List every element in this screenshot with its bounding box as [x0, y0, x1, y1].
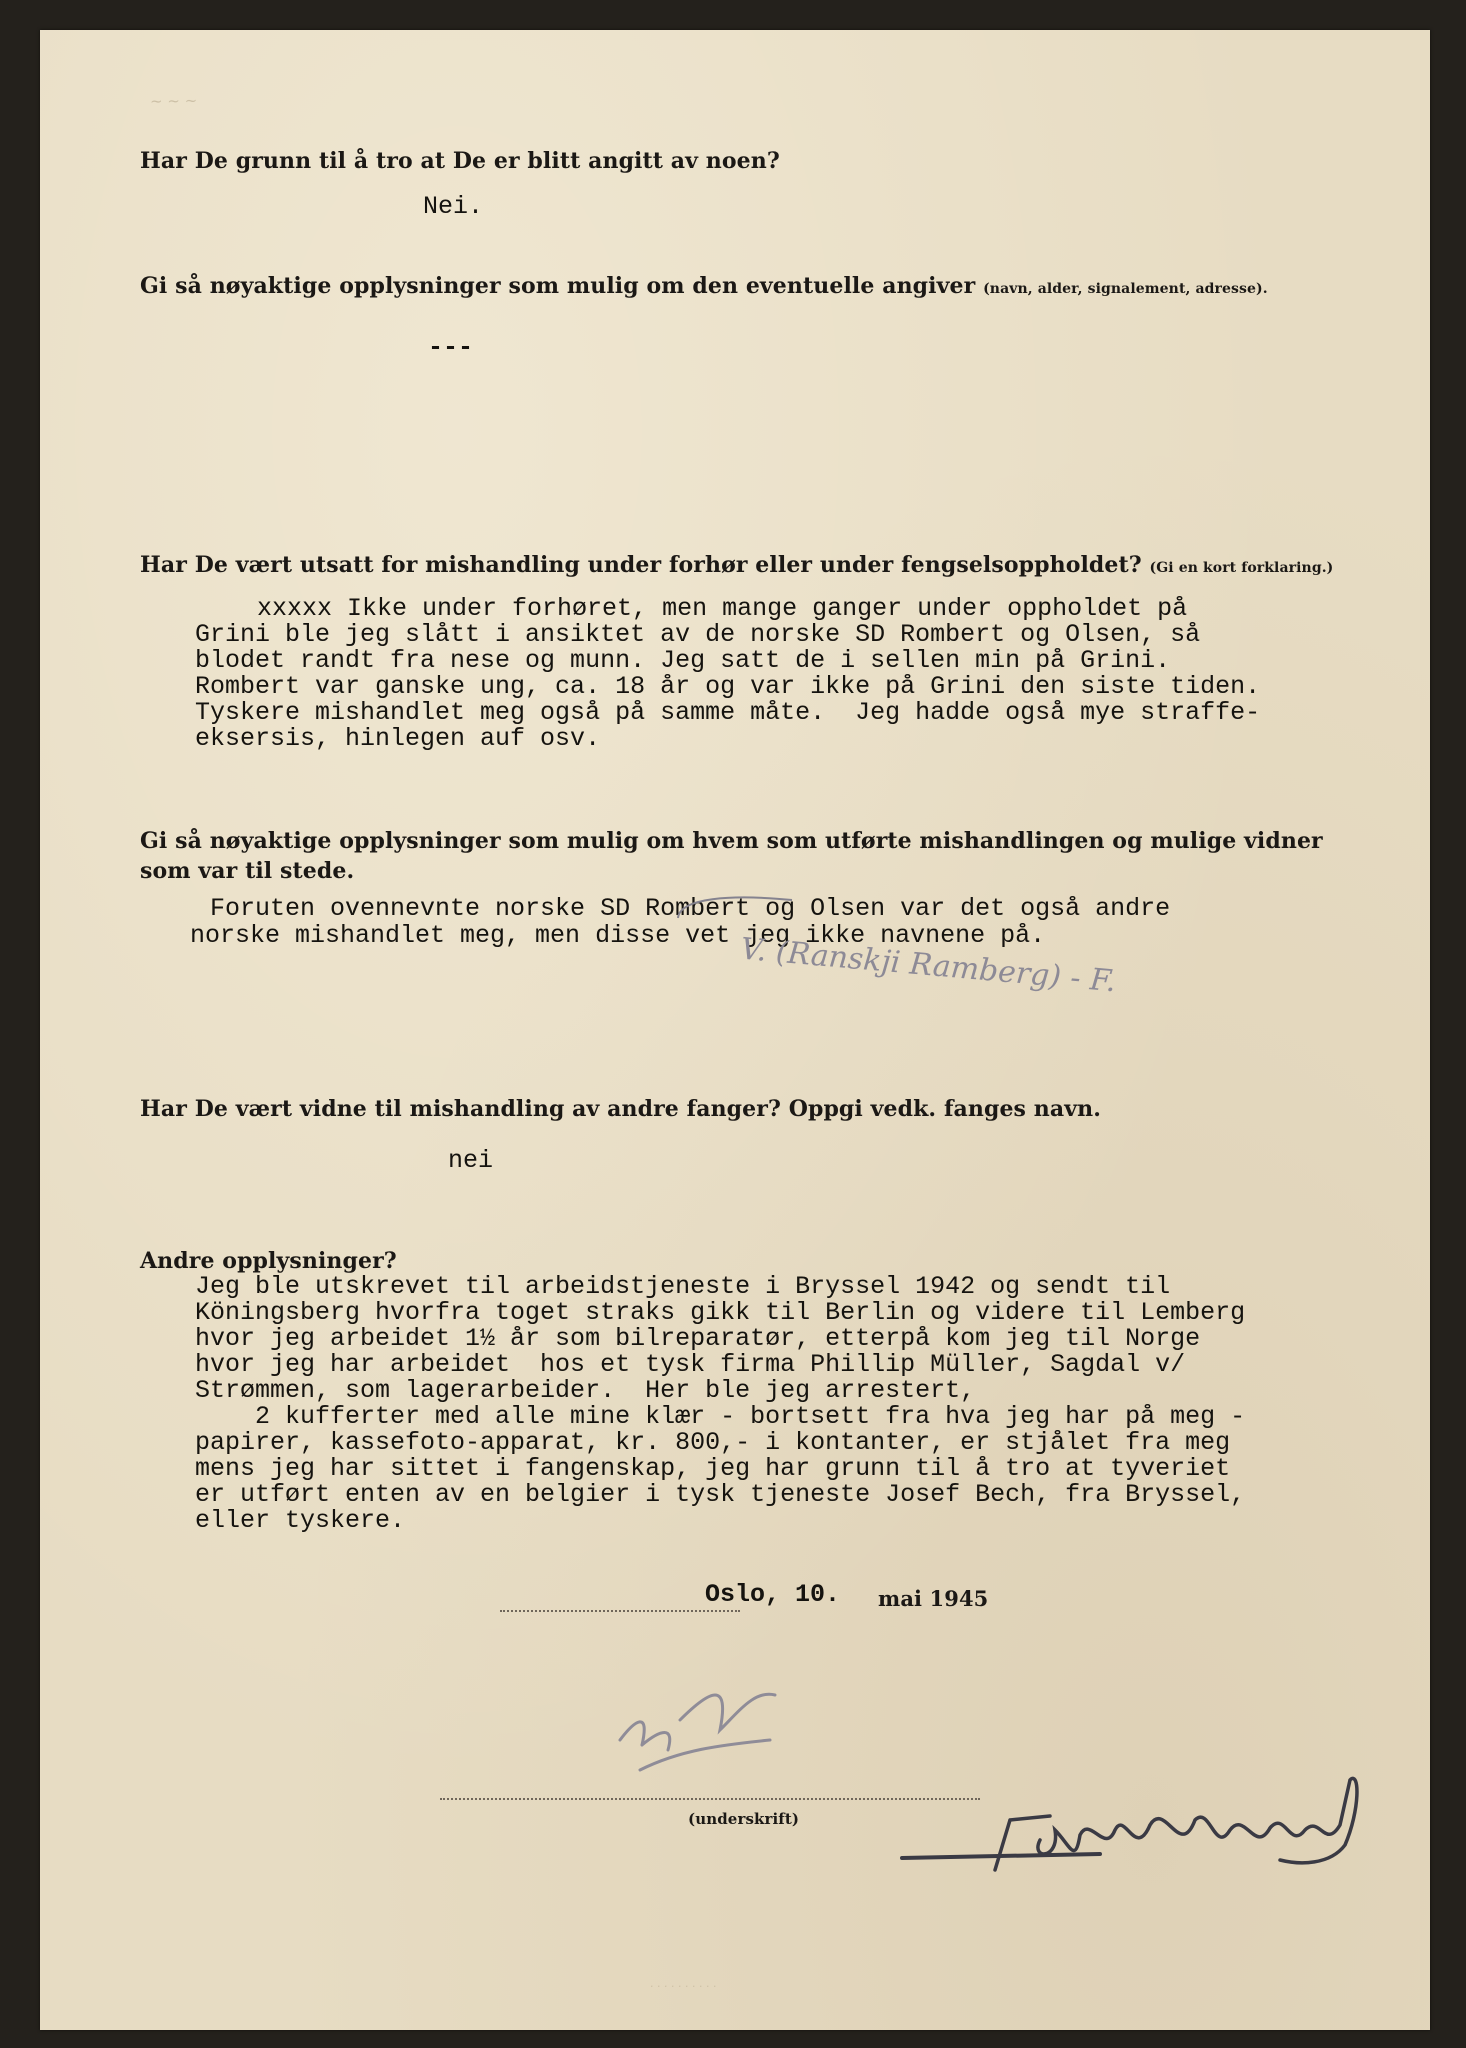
answer-line: papirer, kassefoto-apparat, kr. 800,- i kontanter, er stjålet fra meg: [195, 1428, 1231, 1457]
signature-dotted-line: [440, 1798, 980, 1800]
month-year: mai 1945: [878, 1586, 989, 1611]
answer-line: Jeg ble utskrevet til arbeidstjeneste i Bryssel 1942 og sendt til: [195, 1272, 1171, 1301]
question-other-info: Andre opplysninger?: [140, 1248, 397, 1274]
question-mistreatment: [140, 552, 1333, 578]
answer-line: eksersis, hinlegen auf osv.: [195, 724, 601, 753]
handwritten-annotation: V. (Ranskji Ramberg) - F.: [739, 931, 1118, 1000]
question-witness: Har De vært vidne til mishandling av andre fanger? Oppgi vedk. fanges navn.: [140, 1096, 1101, 1122]
answer-line: hvor jeg arbeidet 1½ år som bilreparatør, etterpå kom jeg til Norge: [195, 1324, 1201, 1353]
question-informer-note: (navn, alder, signalement, adresse).: [983, 281, 1268, 297]
answer-line: Tyskere mishandlet meg også på samme måte. Jeg hadde også mye straffe-: [195, 698, 1261, 727]
answer-line: 2 kufferter med alle mine klær - bortsett fra hva jeg har på meg -: [195, 1402, 1246, 1431]
answer-line: Grini ble jeg slått i ansiktet av de norske SD Rombert og Olsen, så: [195, 620, 1201, 649]
document-page: [40, 30, 1430, 2030]
question-denounced: Har De grunn til å tro at De er blitt angitt av noen?: [140, 148, 780, 174]
answer-perpetrators-line: norske mishandlet meg, men disse vet jeg ikke navnene på.: [190, 921, 1046, 950]
answer-line: eller tyskere.: [195, 1506, 406, 1535]
faint-corner-mark: ~ ~ ~: [149, 91, 198, 111]
question-perpetrators: Gi så nøyaktige opplysninger som mulig om hvem som utførte mishandlingen og mulige vidner: [140, 828, 1323, 854]
question-informer-details: [140, 273, 1268, 299]
answer-perpetrators-line: Foruten ovennevnte norske SD Rombert og Olsen var det også andre: [210, 894, 1171, 923]
pencil-signature: [580, 1650, 820, 1790]
answer-line: er utført enten av en belgier i tysk tjeneste Josef Bech, fra Bryssel,: [195, 1480, 1246, 1509]
answer-line: Köningsberg hvorfra toget straks gikk til Berlin og videre til Lemberg: [195, 1298, 1246, 1327]
signature-label: (underskrift): [688, 1810, 800, 1828]
place-date: Oslo, 10.: [705, 1580, 841, 1609]
answer-line: xxxxx Ikke under forhøret, men mange ganger under oppholdet på: [257, 594, 1188, 623]
answer-witness: nei: [448, 1146, 494, 1175]
answer-line: Strømmen, som lagerarbeider. Her ble jeg arrestert,: [195, 1376, 976, 1405]
answer-informer-details: ---: [428, 333, 474, 362]
question-informer-text: Gi så nøyaktige opplysninger som mulig om den eventuelle angiver: [140, 273, 976, 299]
ink-signature: [900, 1770, 1400, 1910]
circled-name-annotation: [670, 890, 800, 930]
printer-imprint: · · · · · · · · · ·: [650, 1980, 717, 1993]
question-mistreatment-note: (Gi en kort forklaring.): [1149, 560, 1334, 576]
question-mistreatment-text: Har De vært utsatt for mishandling under forhør eller under fengselsoppholdet?: [140, 552, 1142, 578]
answer-line: hvor jeg har arbeidet hos et tysk firma Phillip Müller, Sagdal v/: [195, 1350, 1186, 1379]
answer-line: Rombert var ganske ung, ca. 18 år og var ikke på Grini den siste tiden.: [195, 672, 1261, 701]
answer-line: blodet randt fra nese og munn. Jeg satt de i sellen min på Grini.: [195, 646, 1171, 675]
question-perpetrators-cont: som var til stede.: [140, 858, 355, 884]
date-dotted-line: [500, 1610, 740, 1612]
answer-line: mens jeg har sittet i fangenskap, jeg har grunn til å tro at tyveriet: [195, 1454, 1231, 1483]
answer-denounced: Nei.: [423, 192, 484, 221]
